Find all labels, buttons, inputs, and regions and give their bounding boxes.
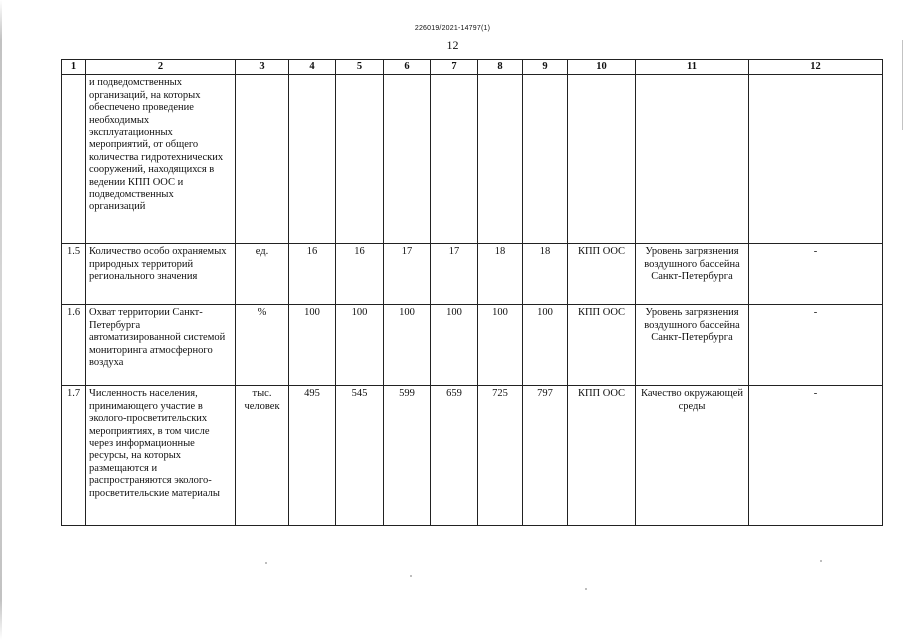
- indicators-table: [61, 59, 883, 526]
- table-row: [62, 305, 883, 386]
- target-indicator-cell: [636, 75, 749, 244]
- indicator-name: Количество особо охраняемых природных территорий регионального значения: [86, 244, 236, 305]
- value-cell: 18: [523, 244, 568, 305]
- responsible-cell: [568, 75, 636, 244]
- row-number: 1.7: [62, 386, 86, 526]
- value-cell: 16: [289, 244, 336, 305]
- target-indicator-cell: Уровень загрязнения воздушного бассейна Санкт-Петербурга: [636, 244, 749, 305]
- responsible-cell: КПП ООС: [568, 305, 636, 386]
- scan-edge-left: [0, 0, 2, 640]
- value-cell: [384, 75, 431, 244]
- scan-speck: [410, 575, 412, 577]
- value-cell: 16: [336, 244, 384, 305]
- target-indicator-cell: Уровень загрязнения воздушного бассейна Санкт-Петербурга: [636, 305, 749, 386]
- value-cell: 100: [523, 305, 568, 386]
- value-cell: 659: [431, 386, 478, 526]
- value-cell: 599: [384, 386, 431, 526]
- column-header: 7: [431, 60, 478, 75]
- value-cell: [478, 75, 523, 244]
- value-cell: [336, 75, 384, 244]
- unit-cell: [236, 75, 289, 244]
- row-number: 1.5: [62, 244, 86, 305]
- column-header: 6: [384, 60, 431, 75]
- value-cell: 797: [523, 386, 568, 526]
- value-cell: 495: [289, 386, 336, 526]
- table-row: [62, 386, 883, 526]
- indicator-name: Охват территории Санкт-Петербурга автоматизированной системой мониторинга атмосферного воздуха: [86, 305, 236, 386]
- column-header: 1: [62, 60, 86, 75]
- target-indicator-cell: Качество окружающей среды: [636, 386, 749, 526]
- column-header: 11: [636, 60, 749, 75]
- responsible-cell: КПП ООС: [568, 244, 636, 305]
- note-cell: -: [749, 305, 883, 386]
- unit-cell: %: [236, 305, 289, 386]
- table-header-row: [62, 60, 883, 75]
- column-header: 3: [236, 60, 289, 75]
- column-header: 4: [289, 60, 336, 75]
- value-cell: 545: [336, 386, 384, 526]
- value-cell: [523, 75, 568, 244]
- indicator-name: Численность населения, принимающего участие в эколого-просветительских мероприятиях, в том числе через информационные ресурсы, на которых размещаются и распространяются эколого-просветительские материалы: [86, 386, 236, 526]
- scan-speck: [585, 588, 587, 590]
- document-id: 226019/2021-14797(1): [414, 25, 491, 32]
- value-cell: 100: [289, 305, 336, 386]
- value-cell: 18: [478, 244, 523, 305]
- value-cell: [431, 75, 478, 244]
- responsible-cell: КПП ООС: [568, 386, 636, 526]
- indicator-name: и подведомственных организаций, на которых обеспечено проведение необходимых эксплуатационных мероприятий, от общего количества гидротехнических сооружений, находящихся в ведении КПП ООС и подведомственных организаций: [86, 75, 236, 244]
- column-header: 5: [336, 60, 384, 75]
- scan-speck: [820, 560, 822, 562]
- unit-cell: тыс. человек: [236, 386, 289, 526]
- table-row: [62, 244, 883, 305]
- value-cell: 100: [478, 305, 523, 386]
- value-cell: 725: [478, 386, 523, 526]
- row-number: 1.6: [62, 305, 86, 386]
- column-header: 8: [478, 60, 523, 75]
- column-header: 9: [523, 60, 568, 75]
- value-cell: 17: [431, 244, 478, 305]
- note-cell: -: [749, 386, 883, 526]
- value-cell: 100: [431, 305, 478, 386]
- value-cell: 17: [384, 244, 431, 305]
- note-cell: -: [749, 244, 883, 305]
- table-row: [62, 75, 883, 244]
- column-header: 2: [86, 60, 236, 75]
- note-cell: [749, 75, 883, 244]
- page-number: 12: [446, 38, 459, 52]
- column-header: 10: [568, 60, 636, 75]
- value-cell: 100: [384, 305, 431, 386]
- value-cell: 100: [336, 305, 384, 386]
- scan-edge-right: [902, 40, 903, 130]
- scan-speck: [265, 562, 267, 564]
- column-header: 12: [749, 60, 883, 75]
- unit-cell: ед.: [236, 244, 289, 305]
- row-number: [62, 75, 86, 244]
- value-cell: [289, 75, 336, 244]
